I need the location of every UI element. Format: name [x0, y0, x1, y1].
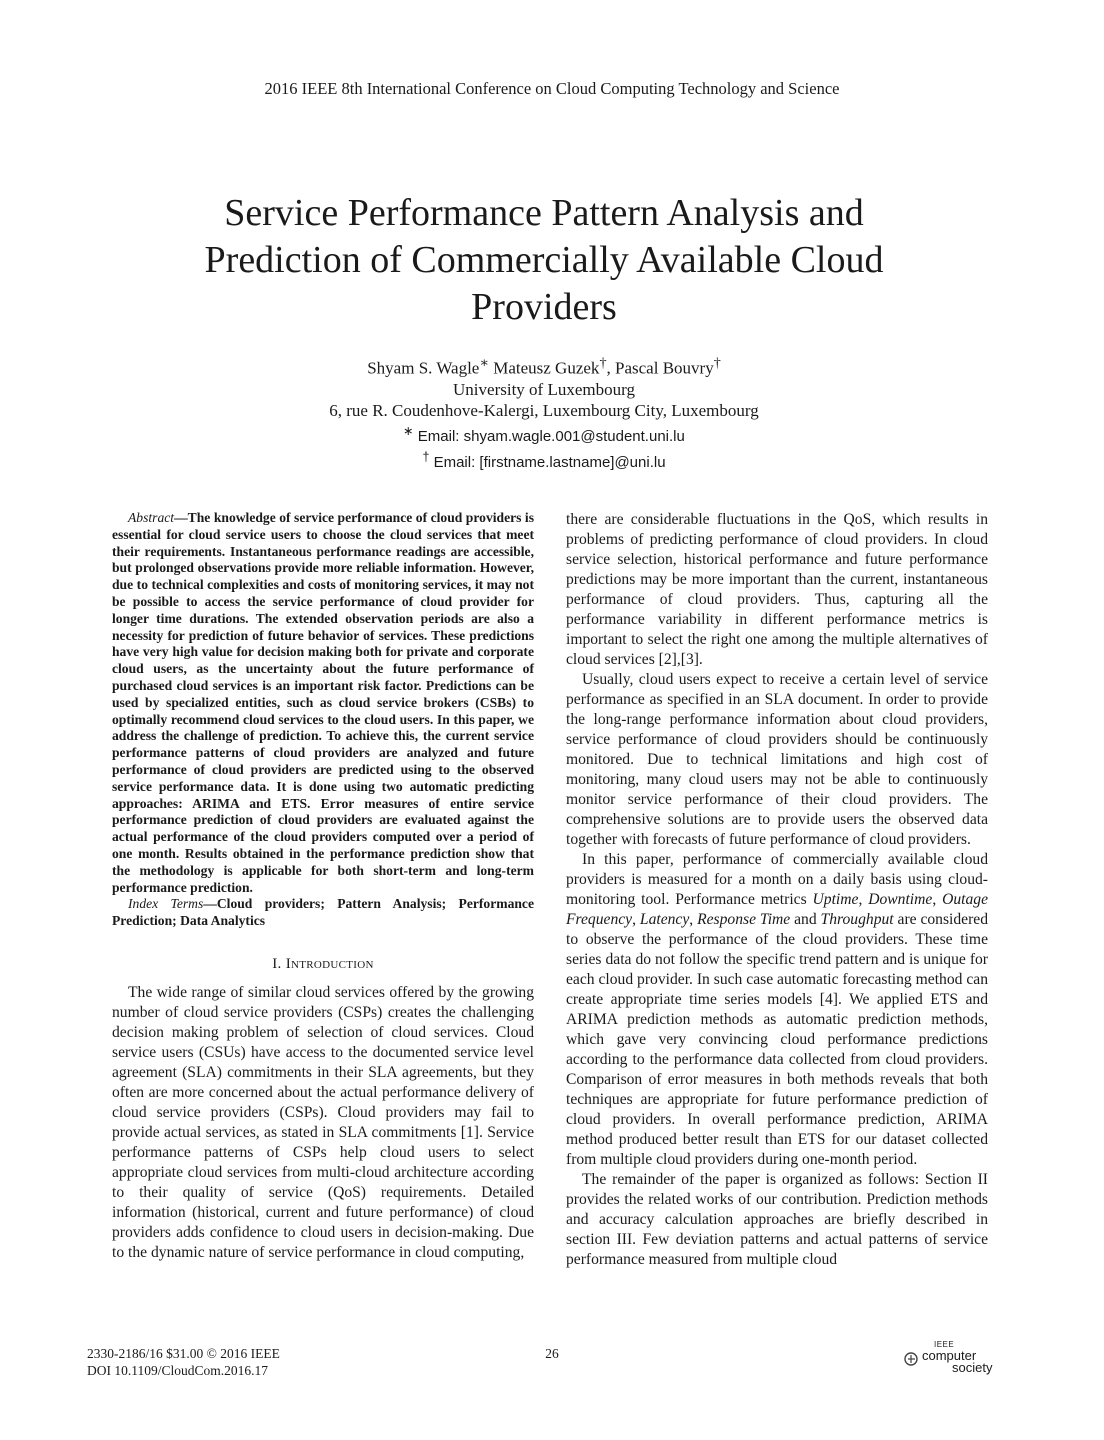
email-2: Email: [firstname.lastname]@uni.lu	[433, 453, 666, 471]
title-line-1: Service Performance Pattern Analysis and	[224, 192, 864, 234]
email-1-mark: ∗	[403, 423, 414, 438]
issn-line: 2330-2186/16 $31.00 © 2016 IEEE	[87, 1346, 280, 1361]
paper-title	[120, 190, 968, 331]
society-mark-icon	[904, 1352, 920, 1366]
page-number: 26	[545, 1346, 559, 1361]
email-line-2	[0, 447, 1088, 473]
email-line-1	[0, 421, 1088, 447]
section-title: Introduction	[285, 955, 374, 972]
right-column	[566, 510, 988, 1270]
section-heading	[112, 956, 534, 973]
index-terms	[112, 896, 534, 930]
logo-ieee: IEEE	[934, 1340, 955, 1349]
intro-paragraph-1: The wide range of similar cloud services offered by the growing number of cloud service providers (CSPs) creates the challenging decision making problem of selection of cloud services. Cloud service users (CSUs) have access to the documented service level agreement (SLA) commitments in their SLA agreements, but they often are more concerned about the actual performance delivery of cloud service providers (CSPs). Cloud providers may fail to provide actual services, as stated in SLA commitments [1]. Service performance patterns of CSPs help cloud users to select appropriate cloud services from multi-cloud architecture according to their quality of service (QoS) requirements. Detailed information (historical, current and future performance) of cloud providers adds confidence to cloud users in decision-making. Due to the dynamic nature of service performance in cloud computing,	[112, 983, 534, 1261]
logo-society: society	[952, 1360, 993, 1375]
p3-text-b: are considered to observe the performance of the cloud providers. These time series data do not follow the specific trend pattern and is unique for each cloud provider. In such case automatic forecasting method can create appropriate time series models [4]. We applied ETS and ARIMA prediction methods as automatic prediction methods, which gave very convincing cloud performance predictions according to the performance data collected from cloud providers. Comparison of error measures in both methods reveals that both techniques are appropriate for future performance prediction of cloud providers. In overall performance prediction, ARIMA method produced better result than ETS for our dataset collected from multiple cloud providers during one-month period.	[566, 911, 989, 1168]
abstract-text: —The knowledge of service performance of cloud providers is essential for cloud service users to choose the cloud services that meet their requirements. Instantaneous performance readings are accessible, but prolonged observations provide more reliable information. However, due to technical complexities and costs of monitoring services, it may not be possible to access the service performance of cloud provider for longer time durations. The extended observation periods are also a necessity for prediction of future behavior of services. These predictions have very high value for decision making both for private and corporate cloud users, as the uncertainty about the future performance of purchased cloud services is an important risk factor. Predictions can be used by specialized entities, such as cloud service brokers (CSBs) to optimally recommend cloud services to the cloud users. In this paper, we address the challenge of prediction. To achieve this, the current service performance patterns of cloud providers are analyzed and future performance of cloud providers are predicted using to the observed service performance data. It is done using two automatic predicting approaches: ARIMA and ETS. Error measures of entire service performance prediction of cloud providers are evaluated against the actual performance of the cloud providers computed over a period of one month. Results obtained in the performance prediction show that the methodology is applicable for both short-term and long-term performance prediction.	[112, 510, 534, 895]
email-1: Email: shyam.wagle.001@student.uni.lu	[417, 427, 685, 445]
metric-downtime: Downtime	[868, 891, 933, 908]
doi-line: DOI 10.1109/CloudCom.2016.17	[87, 1363, 269, 1378]
index-terms-text: —Cloud providers; Pattern Analysis; Performance Prediction; Data Analytics	[112, 896, 534, 929]
author-3: Pascal Bouvry	[615, 358, 714, 378]
abstract	[112, 510, 534, 896]
abstract-label: Abstract	[128, 510, 175, 525]
p3-sep-2: ,	[932, 891, 943, 908]
intro-paragraph-2: Usually, cloud users expect to receive a certain level of service performance as specified in an SLA document. In order to provide the long-range performance information about cloud providers, service performance of cloud providers should be continuously monitored. Due to technical limitations and high cost of monitoring, many cloud users may not be able to continuously monitor service performance of their cloud providers. The comprehensive solutions are to provide users the observed data together with forecasts of future performance of cloud providers.	[566, 671, 988, 848]
section-number: I.	[272, 955, 282, 972]
index-terms-label: Index Terms	[128, 896, 204, 912]
p3-text-a: In this paper, performance of commercially available cloud providers is measured for a month on a daily basis using cloud-monitoring tool. Performance metrics	[566, 851, 988, 908]
title-line-2: Prediction of Commercially Available Cloud	[204, 239, 884, 281]
metric-latency: Latency	[639, 911, 690, 928]
conference-header: 2016 IEEE 8th International Conference on Cloud Computing Technology and Science	[264, 79, 840, 98]
p3-sep-4: ,	[689, 911, 698, 928]
author-block	[0, 353, 1088, 473]
title-line-3: Providers	[471, 286, 617, 328]
author-1: Shyam S. Wagle	[367, 358, 480, 378]
intro-paragraph-continued: there are considerable fluctuations in the QoS, which results in problems of predicting performance of cloud providers. In cloud service selection, historical performance and future performance predictions may be more important than the current, instantaneous performance of cloud providers. Thus, capturing all the performance variability in different performance metrics is important to select the right one among the multiple alternatives of cloud services [2],[3].	[566, 511, 988, 668]
author-2-mark: †	[599, 355, 607, 371]
metric-uptime: Uptime	[812, 891, 859, 908]
p3-sep-3: ,	[632, 911, 640, 928]
author-1-mark: ∗	[479, 355, 489, 371]
metric-outage-frequency: Outage Frequency	[566, 891, 989, 928]
left-column	[112, 510, 534, 1263]
metric-response-time: Response Time	[697, 911, 791, 928]
logo-computer: computer	[922, 1348, 977, 1363]
metric-throughput: Throughput	[820, 911, 894, 928]
address: 6, rue R. Coudenhove-Kalergi, Luxembourg City, Luxembourg	[329, 400, 759, 420]
author-2: Mateusz Guzek	[493, 358, 600, 378]
intro-paragraph-3	[566, 850, 988, 1170]
author-3-mark: †	[713, 355, 721, 371]
affiliation: University of Luxembourg	[453, 379, 635, 399]
author-names: Shyam S. Wagle∗ Mateusz Guzek†, Pascal Bouvry†	[367, 355, 721, 378]
p3-sep-1: ,	[858, 891, 869, 908]
email-2-mark: †	[422, 449, 430, 464]
intro-paragraph-4: The remainder of the paper is organized as follows: Section II provides the related works of our contribution. Prediction methods and accuracy calculation approaches are briefly described in section III. Few deviation patterns and actual patterns of service performance measured from multiple cloud	[566, 1171, 988, 1268]
ieee-computer-society-logo	[902, 1340, 1012, 1380]
p3-sep-5: and	[790, 911, 821, 928]
